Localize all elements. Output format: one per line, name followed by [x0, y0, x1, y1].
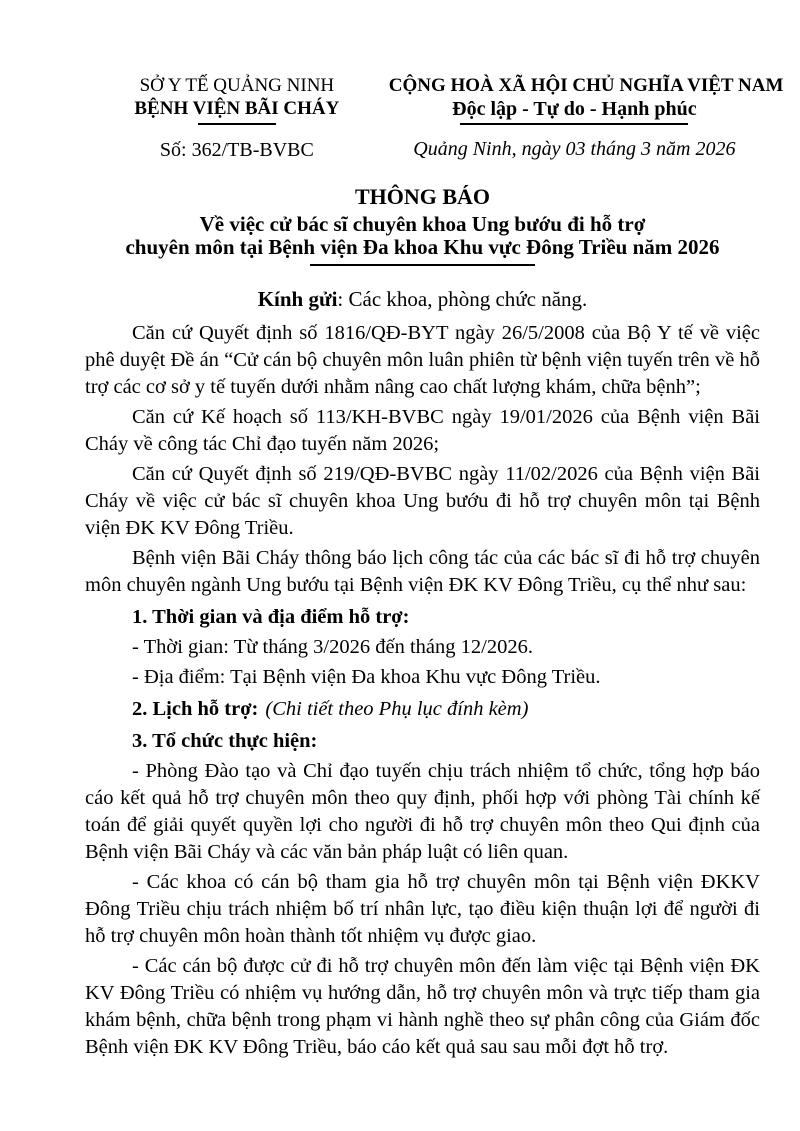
paragraph-basis-113: Căn cứ Kế hoạch số 113/KH-BVBC ngày 19/01/2026 của Bệnh viện Bãi Cháy về công tác Chỉ đạo tuyến năm 2026;: [85, 406, 760, 455]
salutation-text: : Các khoa, phòng chức năng.: [337, 287, 588, 311]
national-title: CỘNG HOÀ XÃ HỘI CHỦ NGHĨA VIỆT NAM: [388, 75, 784, 96]
section-1-item-place: - Địa điểm: Tại Bệnh viện Đa khoa Khu vực Đông Triều.: [132, 666, 601, 688]
section-1-item-time: - Thời gian: Từ tháng 3/2026 đến tháng 12/2026.: [132, 636, 533, 658]
motto-underline: [460, 123, 688, 125]
section-2-heading-label: 2. Lịch hỗ trợ:: [132, 698, 259, 720]
section-2-heading: [85, 696, 760, 723]
salutation-label: Kính gửi: [257, 287, 338, 311]
paragraph-basis-219: Căn cứ Quyết định số 219/QĐ-BVBC ngày 11/02/2026 của Bệnh viện Bãi Cháy về việc cử bác sĩ chuyên khoa Ung bướu đi hỗ trợ chuyên môn tại Bệnh viện ĐK KV Đông Triều.: [85, 463, 760, 539]
document-number: Số: 362/TB-BVBC: [159, 139, 314, 161]
document-subtitle-line2: chuyên môn tại Bệnh viện Đa khoa Khu vực Đông Triều năm 2026: [125, 235, 720, 259]
section-3-paragraph-2: - Các khoa có cán bộ tham gia hỗ trợ chuyên môn tại Bệnh viện ĐKKV Đông Triều chịu trách nhiệm bố trí nhân lực, tạo điều kiện thuận lợi để người đi hỗ trợ chuyên môn hoàn thành tốt nhiệm vụ được giao.: [85, 871, 760, 947]
section-3-paragraph-1: - Phòng Đào tạo và Chỉ đạo tuyến chịu trách nhiệm tổ chức, tổng hợp báo cáo kết quả hỗ trợ chuyên môn theo quy định, phối hợp với phòng Tài chính kế toán để giải quyết quyền lợi cho người đi hỗ trợ chuyên môn theo Qui định của Bệnh viện Bãi Cháy và các văn bản pháp luật có liên quan.: [85, 760, 760, 863]
issuing-org-block: [85, 74, 389, 162]
section-3-paragraph-3: - Các cán bộ được cử đi hỗ trợ chuyên môn đến làm việc tại Bệnh viện ĐK KV Đông Triều có nhiệm vụ hướng dẫn, hỗ trợ chuyên môn và trực tiếp tham gia khám bệnh, chữa bệnh trong phạm vi hành nghề theo sự phân công của Giám đốc Bệnh viện ĐK KV Đông Triều, báo cáo kết quả sau sau mỗi đợt hỗ trợ.: [85, 955, 760, 1058]
title-underline: [310, 264, 535, 266]
national-motto-block: [388, 74, 784, 162]
document-title-block: [85, 185, 760, 266]
section-2-note: (Chi tiết theo Phụ lục đính kèm): [265, 698, 529, 720]
org-parent-name: SỞ Y TẾ QUẢNG NINH: [139, 75, 335, 96]
section-3-heading: 3. Tổ chức thực hiện:: [132, 730, 318, 752]
paragraph-basis-1816: Căn cứ Quyết định số 1816/QĐ-BYT ngày 26/5/2008 của Bộ Y tế về việc phê duyệt Đề án “Cử cán bộ chuyên môn luân phiên từ bệnh viện tuyến trên về hỗ trợ các cơ sở y tế tuyến dưới nhằm nâng cao chất lượng khám, chữa bệnh”;: [85, 322, 760, 398]
paragraph-announcement: Bệnh viện Bãi Cháy thông báo lịch công tác của các bác sĩ đi hỗ trợ chuyên môn chuyên ngành Ung bướu tại Bệnh viện ĐK KV Đông Triều, cụ thể như sau:: [85, 547, 760, 596]
national-motto: Độc lập - Tự do - Hạnh phúc: [452, 98, 697, 120]
document-body: [85, 320, 760, 1061]
org-name: BỆNH VIỆN BÃI CHÁY: [134, 98, 340, 119]
salutation-line: [85, 287, 760, 311]
org-underline: [198, 123, 276, 125]
document-header: [85, 74, 784, 162]
section-1-heading: 1. Thời gian và địa điểm hỗ trợ:: [132, 606, 410, 628]
place-date-line: Quảng Ninh, ngày 03 tháng 3 năm 2026: [413, 138, 736, 160]
document-title: THÔNG BÁO: [354, 184, 491, 209]
document-subtitle-line1: Về việc cử bác sĩ chuyên khoa Ung bướu đi hỗ trợ: [199, 212, 646, 236]
